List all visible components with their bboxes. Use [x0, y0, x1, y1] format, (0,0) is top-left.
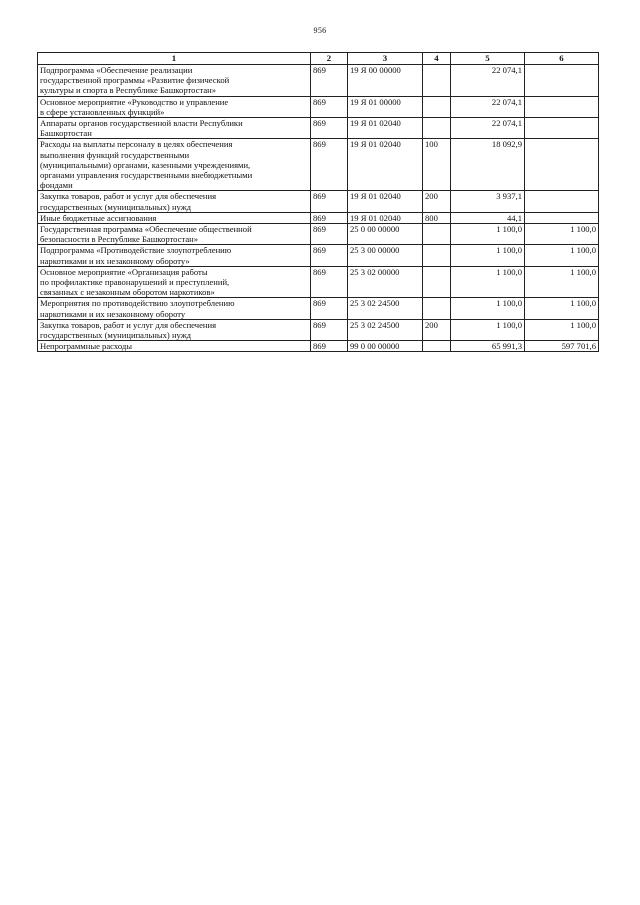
col-header-amount-1: 5	[451, 53, 525, 65]
row-amount-1	[451, 224, 525, 245]
row-amount-1-text: 22 074,1	[491, 118, 522, 129]
row-amount-1	[451, 266, 525, 298]
row-department-code	[311, 266, 348, 298]
row-expense-type	[423, 191, 451, 212]
row-name-text: Подпрограмма «Противодействие злоупотреблению наркотиками и их незаконному обороту»	[40, 245, 232, 266]
row-name-text: Иные бюджетные ассигнования	[40, 212, 157, 223]
row-amount-1	[451, 341, 525, 352]
row-department-code-text: 869	[313, 212, 326, 223]
table-row	[38, 224, 599, 245]
row-expense-type	[423, 266, 451, 298]
row-amount-2-text: 597 701,6	[561, 341, 596, 352]
col-header-amount-2: 6	[525, 53, 599, 65]
row-department-code	[311, 65, 348, 97]
row-amount-1	[451, 96, 525, 117]
row-target-article	[348, 266, 423, 298]
row-target-article	[348, 319, 423, 340]
row-amount-2	[525, 298, 599, 319]
table-row	[38, 298, 599, 319]
row-amount-2-text: 1 100,0	[570, 224, 596, 235]
row-target-article-text: 19 Я 01 02040	[350, 191, 401, 202]
row-expense-type	[423, 245, 451, 266]
row-expense-type	[423, 139, 451, 191]
row-amount-1-text: 1 100,0	[496, 319, 522, 330]
row-amount-1	[451, 212, 525, 223]
row-amount-2	[525, 245, 599, 266]
table-row	[38, 118, 599, 139]
row-target-article-text: 19 Я 01 00000	[350, 96, 401, 107]
row-department-code-text: 869	[313, 191, 326, 202]
row-name-text: Государственная программа «Обеспечение общественной безопасности в Республике Башкортостан»	[40, 224, 252, 245]
row-expense-type	[423, 118, 451, 139]
row-target-article	[348, 245, 423, 266]
row-name	[38, 245, 311, 266]
row-target-article	[348, 341, 423, 352]
row-name	[38, 341, 311, 352]
row-target-article-text: 19 Я 01 02040	[350, 212, 401, 223]
row-amount-1	[451, 319, 525, 340]
table-row	[38, 96, 599, 117]
row-target-article	[348, 96, 423, 117]
row-amount-1	[451, 139, 525, 191]
page-number: 956	[313, 26, 327, 35]
row-expense-type-text: 800	[425, 212, 438, 223]
row-target-article-text: 25 3 02 24500	[350, 319, 400, 330]
row-amount-1	[451, 118, 525, 139]
row-name	[38, 224, 311, 245]
row-amount-1	[451, 245, 525, 266]
row-amount-2	[525, 139, 599, 191]
row-name-text: Основное мероприятие «Руководство и управление в сфере установленных функций»	[40, 96, 229, 117]
row-expense-type	[423, 65, 451, 97]
row-department-code-text: 869	[313, 224, 326, 235]
row-name-text: Мероприятия по противодействию злоупотреблению наркотиками и их незаконному обороту	[40, 298, 235, 319]
row-name	[38, 266, 311, 298]
row-name-text: Аппараты органов государственной власти Республики Башкортостан	[40, 118, 243, 139]
table-row	[38, 319, 599, 340]
row-department-code	[311, 319, 348, 340]
row-department-code	[311, 96, 348, 117]
row-name	[38, 298, 311, 319]
row-expense-type	[423, 298, 451, 319]
col-header-department: 2	[311, 53, 348, 65]
row-target-article-text: 25 3 00 00000	[350, 245, 400, 256]
row-target-article	[348, 298, 423, 319]
row-department-code	[311, 139, 348, 191]
row-amount-1	[451, 191, 525, 212]
row-amount-1	[451, 298, 525, 319]
row-department-code-text: 869	[313, 266, 326, 277]
row-name	[38, 191, 311, 212]
header-row	[38, 53, 599, 65]
row-amount-2-text: 1 100,0	[570, 266, 596, 277]
table-row	[38, 191, 599, 212]
row-department-code	[311, 298, 348, 319]
row-target-article	[348, 139, 423, 191]
row-name	[38, 65, 311, 97]
row-target-article	[348, 118, 423, 139]
row-department-code-text: 869	[313, 319, 326, 330]
row-name-text: Непрограммные расходы	[40, 341, 133, 352]
row-amount-1-text: 65 991,3	[491, 341, 522, 352]
row-department-code-text: 869	[313, 139, 326, 150]
row-expense-type	[423, 212, 451, 223]
col-header-target-article: 3	[348, 53, 423, 65]
row-department-code-text: 869	[313, 341, 326, 352]
row-amount-2-text: 1 100,0	[570, 319, 596, 330]
row-amount-1-text: 3 937,1	[496, 191, 522, 202]
row-target-article-text: 25 0 00 00000	[350, 224, 400, 235]
row-department-code	[311, 245, 348, 266]
row-name-text: Подпрограмма «Обеспечение реализации государственной программы «Развитие физической культуры и спорта в Республике Башкортостан»	[40, 65, 230, 96]
row-amount-2	[525, 118, 599, 139]
row-amount-1-text: 1 100,0	[496, 245, 522, 256]
row-amount-2	[525, 319, 599, 340]
row-amount-1-text: 18 092,9	[491, 139, 522, 150]
row-expense-type-text: 200	[425, 191, 438, 202]
row-amount-1	[451, 65, 525, 97]
row-amount-2	[525, 212, 599, 223]
row-name	[38, 319, 311, 340]
row-amount-2	[525, 341, 599, 352]
row-expense-type	[423, 341, 451, 352]
row-target-article-text: 25 3 02 00000	[350, 266, 400, 277]
row-department-code	[311, 212, 348, 223]
row-amount-1-text: 22 074,1	[491, 65, 522, 75]
row-target-article	[348, 224, 423, 245]
row-target-article-text: 99 0 00 00000	[350, 341, 400, 352]
row-name	[38, 212, 311, 223]
row-department-code-text: 869	[313, 245, 326, 256]
row-department-code-text: 869	[313, 298, 326, 309]
row-expense-type	[423, 224, 451, 245]
row-amount-2	[525, 224, 599, 245]
budget-table	[37, 52, 599, 352]
table-row	[38, 245, 599, 266]
row-amount-2	[525, 96, 599, 117]
row-department-code-text: 869	[313, 118, 326, 129]
table-row	[38, 341, 599, 352]
row-expense-type	[423, 319, 451, 340]
row-expense-type-text: 100	[425, 139, 438, 150]
row-amount-2	[525, 65, 599, 97]
row-name	[38, 139, 311, 191]
row-name-text: Основное мероприятие «Организация работы по профилактике правонарушений и преступлений, связанных с незаконным оборотом наркотиков»	[40, 266, 230, 298]
row-amount-2	[525, 266, 599, 298]
row-department-code	[311, 118, 348, 139]
row-amount-2-text: 1 100,0	[570, 298, 596, 309]
col-header-name: 1	[38, 53, 311, 65]
row-department-code-text: 869	[313, 65, 326, 75]
row-name	[38, 118, 311, 139]
col-header-expense-type: 4	[423, 53, 451, 65]
row-amount-2	[525, 191, 599, 212]
row-name-text: Закупка товаров, работ и услуг для обеспечения государственных (муниципальных) нужд	[40, 191, 217, 212]
row-amount-1-text: 1 100,0	[496, 266, 522, 277]
row-department-code	[311, 224, 348, 245]
row-amount-1-text: 22 074,1	[491, 96, 522, 107]
row-target-article	[348, 212, 423, 223]
row-amount-1-text: 1 100,0	[496, 224, 522, 235]
row-target-article-text: 25 3 02 24500	[350, 298, 400, 309]
row-target-article-text: 19 Я 01 02040	[350, 139, 401, 150]
row-target-article-text: 19 Я 01 02040	[350, 118, 401, 129]
row-department-code	[311, 341, 348, 352]
row-expense-type-text: 200	[425, 319, 438, 330]
row-expense-type	[423, 96, 451, 117]
table-row	[38, 266, 599, 298]
row-department-code	[311, 191, 348, 212]
row-name	[38, 96, 311, 117]
table-row	[38, 212, 599, 223]
table-row	[38, 139, 599, 191]
row-department-code-text: 869	[313, 96, 326, 107]
row-target-article-text: 19 Я 00 00000	[350, 65, 401, 75]
row-amount-1-text: 1 100,0	[496, 298, 522, 309]
row-target-article	[348, 191, 423, 212]
row-name-text: Расходы на выплаты персоналу в целях обеспечения выполнения функций государственными (муниципальными) органами, казенными учреждениями, органами управления государственными внебюджетными фондами	[40, 139, 253, 191]
row-amount-1-text: 44,1	[506, 212, 522, 223]
row-target-article	[348, 65, 423, 97]
row-amount-2-text: 1 100,0	[570, 245, 596, 256]
row-name-text: Закупка товаров, работ и услуг для обеспечения государственных (муниципальных) нужд	[40, 319, 217, 341]
table-row	[38, 65, 599, 97]
